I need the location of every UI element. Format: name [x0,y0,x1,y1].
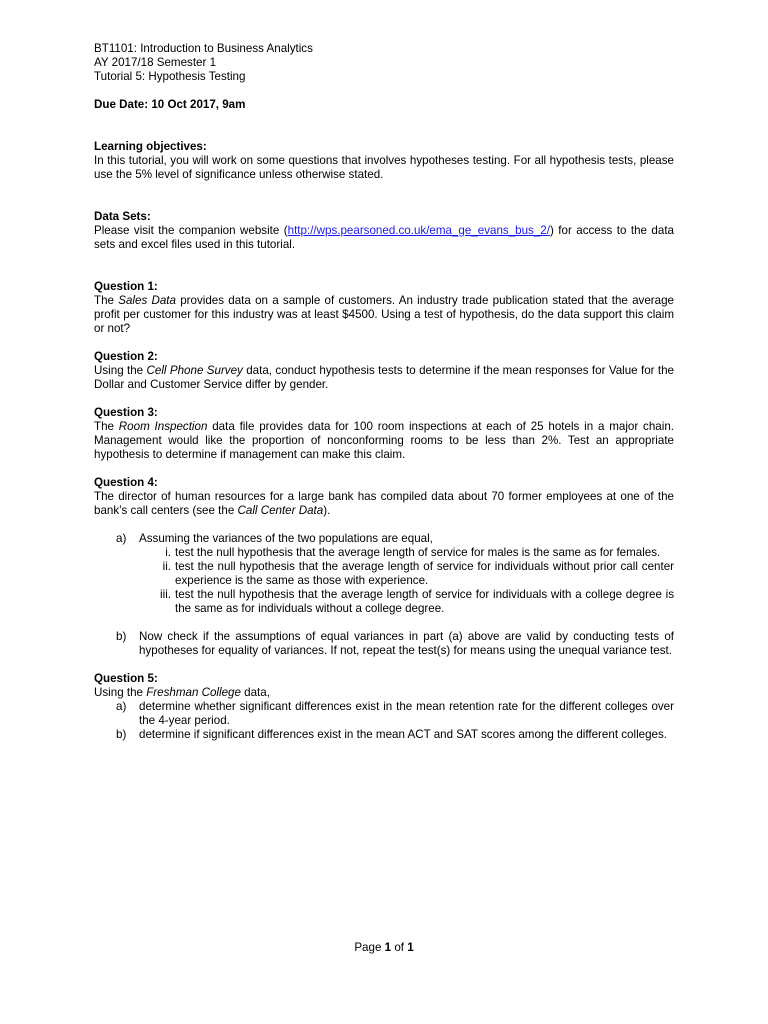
course-title: BT1101: Introduction to Business Analytics [94,42,313,55]
question-1-text [94,294,674,336]
subitem-marker: i. [165,546,171,559]
question-5-dataset: Freshman College [146,686,241,699]
page-current: 1 [384,941,392,954]
question-4-heading: Question 4: [94,476,158,489]
part-b-text: Now check if the assumptions of equal variances in part (a) above are valid by conducting tests of hypotheses for equality of variances. If not, repeat the test(s) for means using the unequal variance test. [139,630,674,657]
question-3-post: data file provides data for 100 room inspections at each of 25 hotels in a major chain. Management would like the proportion of nonconforming rooms to be less than 2%. Test an appropriate hypothesis to determine if management can make this claim. [94,420,674,461]
subitem [94,588,674,616]
question-4-part-b [94,630,674,658]
academic-year: AY 2017/18 Semester 1 [94,56,217,69]
subitem [94,546,674,560]
data-sets-text [94,224,674,252]
question-2 [94,350,674,392]
question-2-text [94,364,674,392]
learning-objectives-section [94,140,674,182]
page-word: Page [354,941,385,954]
data-sets-pre: Please visit the companion website ( [94,224,288,237]
page-total: 1 [407,941,414,954]
part-a-marker: a) [116,532,127,545]
question-4-dataset: Call Center Data [237,504,324,517]
part-marker: a) [116,700,127,713]
learning-objectives-text: In this tutorial, you will work on some questions that involves hypotheses testing. For all hypothesis tests, please use the 5% level of significance unless otherwise stated. [94,154,674,181]
question-4-post: ). [323,504,331,517]
tutorial-title: Tutorial 5: Hypothesis Testing [94,70,246,83]
data-sets-heading: Data Sets: [94,210,151,223]
question-4-text [94,490,674,518]
question-4-pre: The director of human resources for a large bank has compiled data about 70 former employees at one of the bank’s call centers (see the [94,490,674,517]
question-5-heading: Question 5: [94,672,158,685]
question-5-part [94,700,674,728]
question-3-text [94,420,674,462]
page-footer [0,941,768,955]
companion-website-link[interactable]: http://wps.pearsoned.co.uk/ema_ge_evans_bus_2/ [287,224,550,237]
page-of-word: of [391,941,408,954]
subitem-text: test the null hypothesis that the average length of service for males is the same as for females. [175,546,661,559]
question-5-text [94,686,674,700]
part-a-text: Assuming the variances of the two populations are equal, [139,532,433,545]
subitem-marker: iii. [160,588,171,601]
question-5-part [94,728,674,742]
question-4-part-a [94,532,674,616]
question-4-parts [94,532,674,658]
subitem-marker: ii. [162,560,171,573]
subitem-text: test the null hypothesis that the average length of service for individuals with a college degree is the same as for individuals without a college degree. [175,588,674,615]
part-a-subitems [139,546,674,616]
part-text: determine whether significant differences exist in the mean retention rate for the different colleges over the 4-year period. [139,700,674,727]
part-b-marker: b) [116,630,127,643]
question-5 [94,672,674,742]
due-date: Due Date: 10 Oct 2017, 9am [94,98,246,111]
part-marker: b) [116,728,127,741]
question-5-parts [94,700,674,742]
question-2-heading: Question 2: [94,350,158,363]
question-3 [94,406,674,462]
question-1-pre: The [94,294,119,307]
subitem [94,560,674,588]
part-text: determine if significant differences exist in the mean ACT and SAT scores among the different colleges. [139,728,668,741]
data-sets-post: ) for access to the data sets and excel files used in this tutorial. [94,224,675,251]
learning-objectives-heading: Learning objectives: [94,140,207,153]
subitem-text: test the null hypothesis that the average length of service for individuals without prior call center experience is the same as those with experience. [175,560,674,587]
question-3-pre: The [94,420,119,433]
question-3-heading: Question 3: [94,406,158,419]
question-2-pre: Using the [94,364,147,377]
data-sets-section [94,210,674,252]
question-2-post: data, conduct hypothesis tests to determine if the mean responses for Value for the Dollar and Customer Service differ by gender. [94,364,675,391]
question-1-dataset: Sales Data [118,294,176,307]
question-1-post: provides data on a sample of customers. An industry trade publication stated that the average profit per customer for this industry was at least $4500. Using a test of hypothesis, do the data support this claim or not? [94,294,674,335]
question-2-dataset: Cell Phone Survey [146,364,243,377]
question-1-heading: Question 1: [94,280,158,293]
question-4 [94,476,674,658]
question-3-dataset: Room Inspection [118,420,208,433]
question-5-pre: Using the [94,686,147,699]
question-1 [94,280,674,336]
question-5-post: data, [240,686,270,699]
